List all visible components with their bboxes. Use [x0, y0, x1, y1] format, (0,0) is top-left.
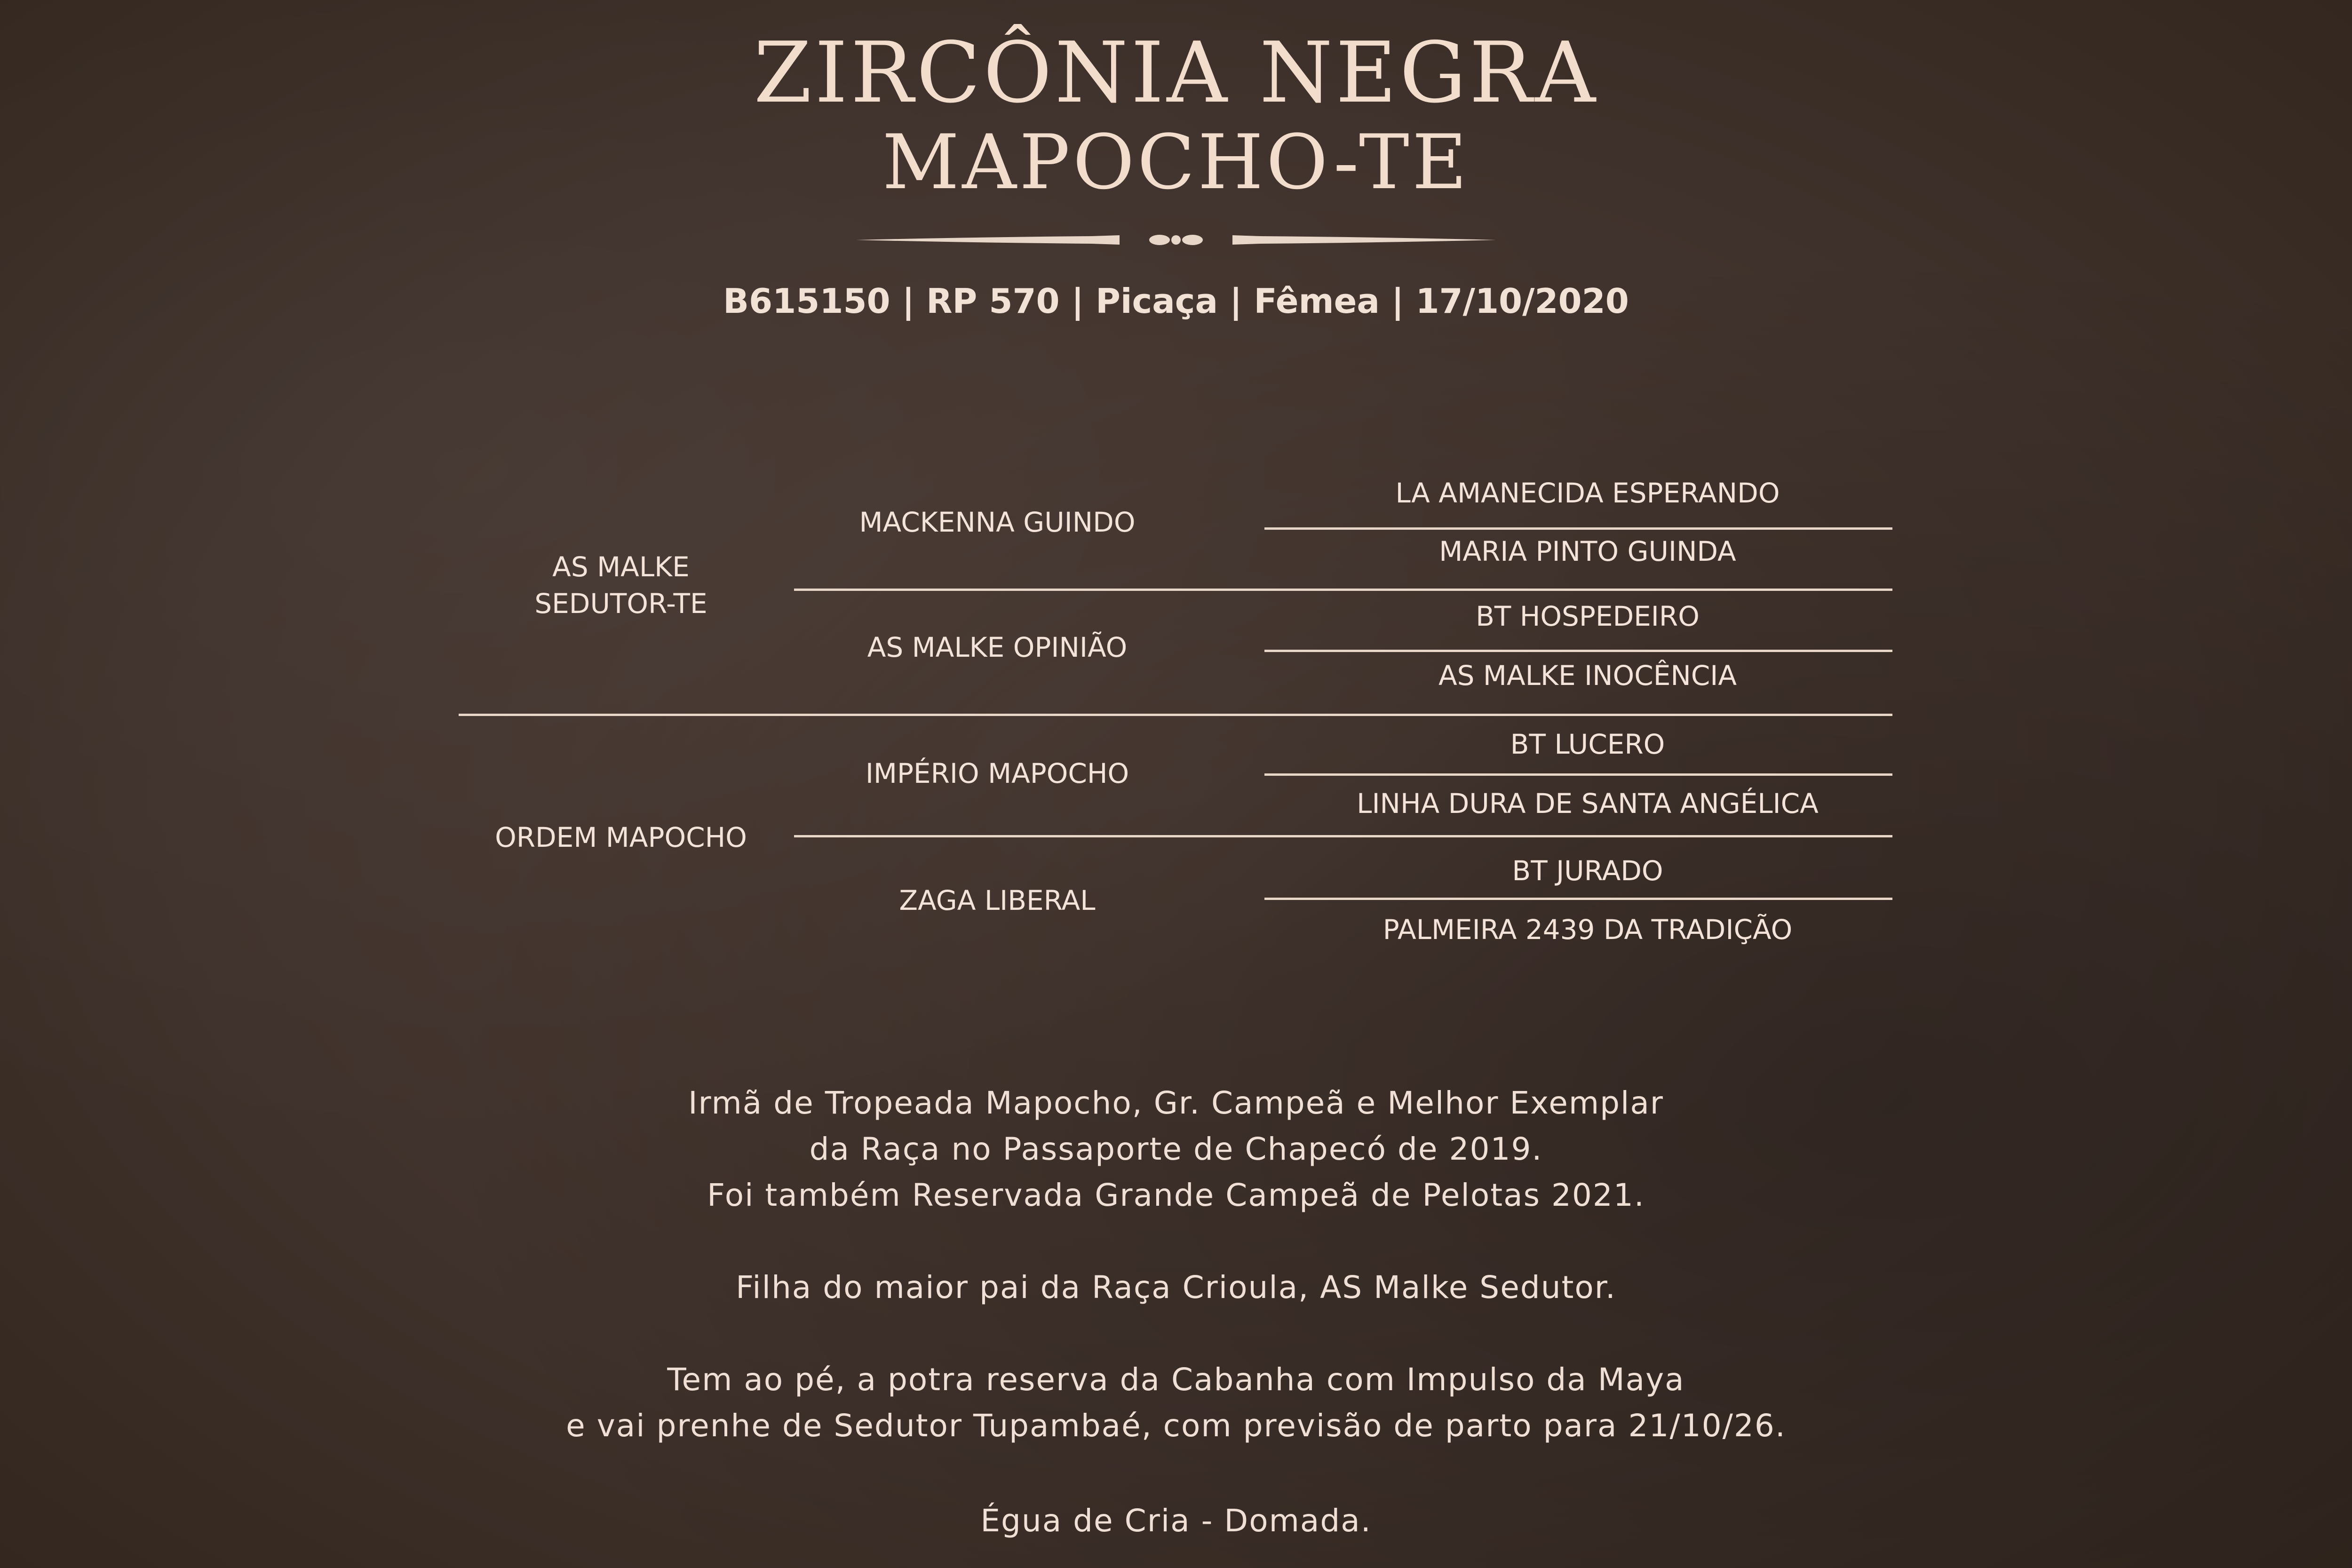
divider-line — [1264, 773, 1892, 776]
maternal-grandsire: IMPÉRIO MAPOCHO — [865, 757, 1129, 789]
description-line: Égua de Cria - Domada. — [980, 1503, 1372, 1539]
divider-line — [794, 835, 1892, 837]
great-grandparent: AS MALKE INOCÊNCIA — [1438, 660, 1737, 692]
description-line: Irmã de Tropeada Mapocho, Gr. Campeã e Melhor Exemplar — [688, 1085, 1664, 1121]
dam-name: ORDEM MAPOCHO — [495, 821, 747, 853]
great-grandparent: BT LUCERO — [1510, 728, 1665, 760]
description-line: Tem ao pé, a potra reserva da Cabanha com Impulso da Maya — [667, 1361, 1685, 1398]
great-grandparent: LINHA DURA DE SANTA ANGÉLICA — [1357, 788, 1819, 820]
great-grandparent: MARIA PINTO GUINDA — [1439, 535, 1736, 567]
page-subtitle: MAPOCHO-TE — [882, 118, 1470, 206]
page-title: ZIRCÔNIA NEGRA — [754, 24, 1598, 121]
great-grandparent: PALMEIRA 2439 DA TRADIÇÃO — [1383, 914, 1793, 946]
divider-line — [1264, 650, 1892, 652]
paternal-granddam: AS MALKE OPINIÃO — [867, 631, 1128, 663]
divider-line — [1264, 898, 1892, 900]
description-line: Foi também Reservada Grande Campeã de Pelotas 2021. — [707, 1177, 1645, 1213]
great-grandparent: LA AMANECIDA ESPERANDO — [1395, 477, 1780, 509]
divider-line — [459, 714, 1892, 716]
info-line: B615150 | RP 570 | Picaça | Fêmea | 17/10/2020 — [723, 281, 1629, 321]
paternal-grandsire: MACKENNA GUINDO — [859, 506, 1136, 538]
description-line: Filha do maior pai da Raça Crioula, AS Malke Sedutor. — [736, 1269, 1616, 1305]
divider-line — [794, 589, 1892, 591]
sire-name: AS MALKE SEDUTOR-TE — [534, 551, 707, 620]
divider-line — [1264, 527, 1892, 530]
great-grandparent: BT HOSPEDEIRO — [1476, 600, 1700, 632]
description-line: e vai prenhe de Sedutor Tupambaé, com previsão de parto para 21/10/26. — [566, 1408, 1786, 1444]
description-line: da Raça no Passaporte de Chapecó de 2019. — [809, 1131, 1543, 1167]
great-grandparent: BT JURADO — [1512, 855, 1663, 887]
maternal-granddam: ZAGA LIBERAL — [899, 884, 1096, 916]
ornament-divider-icon — [856, 226, 1496, 254]
